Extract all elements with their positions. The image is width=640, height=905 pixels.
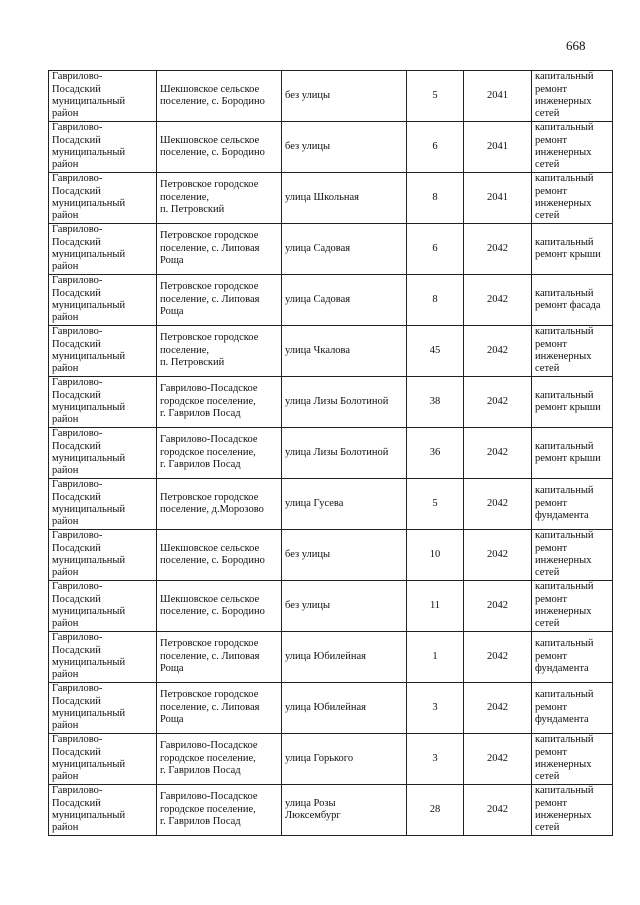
house-number-cell-text: 6 <box>432 140 438 152</box>
settlement-cell-text: Петровское городское поселение, с. Липовая Роща <box>160 281 260 318</box>
street-cell-text: улица Лизы Болотиной <box>285 446 389 458</box>
year-cell-text: 2041 <box>487 140 508 152</box>
work-type-cell <box>532 683 613 734</box>
street-cell <box>282 785 407 836</box>
settlement-cell-text: Петровское городское поселение, д.Морозово <box>160 491 264 515</box>
street-cell <box>282 428 407 479</box>
table-row <box>49 326 613 377</box>
street-cell <box>282 530 407 581</box>
district-cell <box>49 785 157 836</box>
settlement-cell-text: Гаврилово-Посадское городское поселение, г. Гаврилов Посад <box>160 740 258 777</box>
work-type-cell-text: капитальный ремонт инженерных сетей <box>535 122 594 171</box>
table-body <box>49 71 613 836</box>
settlement-cell <box>157 785 282 836</box>
district-cell-text: Гаврилово- Посадский муниципальный район <box>52 632 126 681</box>
district-cell <box>49 122 157 173</box>
year-cell <box>464 581 532 632</box>
year-cell <box>464 428 532 479</box>
street-cell <box>282 581 407 632</box>
settlement-cell <box>157 530 282 581</box>
street-cell-text: улица Юбилейная <box>285 650 366 662</box>
capital-repair-table <box>48 70 613 836</box>
settlement-cell <box>157 428 282 479</box>
district-cell-text: Гаврилово- Посадский муниципальный район <box>52 275 126 324</box>
street-cell <box>282 71 407 122</box>
district-cell-text: Гаврилово- Посадский муниципальный район <box>52 479 126 528</box>
house-number-cell <box>407 71 464 122</box>
table-row <box>49 530 613 581</box>
work-type-cell <box>532 275 613 326</box>
work-type-cell-text: капитальный ремонт крыши <box>535 389 601 413</box>
settlement-cell <box>157 224 282 275</box>
district-cell <box>49 224 157 275</box>
year-cell-text: 2042 <box>487 548 508 560</box>
house-number-cell-text: 3 <box>432 752 438 764</box>
year-cell-text: 2042 <box>487 293 508 305</box>
street-cell-text: улица Школьная <box>285 191 359 203</box>
district-cell <box>49 428 157 479</box>
district-cell <box>49 530 157 581</box>
district-cell <box>49 581 157 632</box>
district-cell <box>49 377 157 428</box>
district-cell <box>49 479 157 530</box>
settlement-cell-text: Шекшовское сельское поселение, с. Бородино <box>160 542 265 566</box>
year-cell <box>464 377 532 428</box>
year-cell-text: 2042 <box>487 701 508 713</box>
work-type-cell-text: капитальный ремонт фасада <box>535 287 601 311</box>
district-cell <box>49 71 157 122</box>
house-number-cell-text: 8 <box>432 293 438 305</box>
work-type-cell-text: капитальный ремонт инженерных сетей <box>535 734 594 783</box>
table-row <box>49 479 613 530</box>
work-type-cell-text: капитальный ремонт инженерных сетей <box>535 71 594 120</box>
table-row <box>49 428 613 479</box>
street-cell <box>282 275 407 326</box>
house-number-cell-text: 11 <box>429 599 441 611</box>
street-cell-text: улица Розы Люксембург <box>285 797 341 821</box>
year-cell <box>464 71 532 122</box>
work-type-cell-text: капитальный ремонт фундамента <box>535 638 594 675</box>
work-type-cell <box>532 581 613 632</box>
work-type-cell <box>532 377 613 428</box>
work-type-cell <box>532 632 613 683</box>
table-row <box>49 785 613 836</box>
house-number-cell <box>407 734 464 785</box>
house-number-cell-text: 5 <box>432 497 438 509</box>
year-cell-text: 2042 <box>487 803 508 815</box>
settlement-cell-text: Шекшовское сельское поселение, с. Бородино <box>160 134 265 158</box>
settlement-cell <box>157 173 282 224</box>
house-number-cell <box>407 224 464 275</box>
work-type-cell-text: капитальный ремонт фундамента <box>535 689 594 726</box>
year-cell-text: 2042 <box>487 650 508 662</box>
table-row <box>49 581 613 632</box>
street-cell <box>282 122 407 173</box>
year-cell-text: 2041 <box>487 191 508 203</box>
year-cell <box>464 224 532 275</box>
district-cell-text: Гаврилово- Посадский муниципальный район <box>52 377 126 426</box>
settlement-cell <box>157 632 282 683</box>
year-cell-text: 2042 <box>487 242 508 254</box>
work-type-cell <box>532 785 613 836</box>
house-number-cell <box>407 377 464 428</box>
year-cell-text: 2042 <box>487 497 508 509</box>
house-number-cell-text: 5 <box>432 89 438 101</box>
settlement-cell-text: Шекшовское сельское поселение, с. Бородино <box>160 593 265 617</box>
house-number-cell-text: 10 <box>429 548 441 560</box>
work-type-cell-text: капитальный ремонт крыши <box>535 236 601 260</box>
work-type-cell-text: капитальный ремонт инженерных сетей <box>535 173 594 222</box>
street-cell <box>282 224 407 275</box>
house-number-cell <box>407 275 464 326</box>
house-number-cell-text: 38 <box>429 395 441 407</box>
district-cell-text: Гаврилово- Посадский муниципальный район <box>52 71 126 120</box>
street-cell <box>282 479 407 530</box>
settlement-cell-text: Гаврилово-Посадское городское поселение, г. Гаврилов Посад <box>160 383 258 420</box>
work-type-cell <box>532 224 613 275</box>
district-cell-text: Гаврилово- Посадский муниципальный район <box>52 581 126 630</box>
year-cell <box>464 275 532 326</box>
settlement-cell <box>157 326 282 377</box>
work-type-cell <box>532 122 613 173</box>
year-cell-text: 2042 <box>487 752 508 764</box>
year-cell-text: 2042 <box>487 446 508 458</box>
street-cell-text: без улицы <box>285 89 331 101</box>
street-cell-text: улица Садовая <box>285 242 351 254</box>
settlement-cell-text: Гаврилово-Посадское городское поселение, г. Гаврилов Посад <box>160 791 258 828</box>
settlement-cell-text: Петровское городское поселение, п. Петровский <box>160 332 259 369</box>
work-type-cell-text: капитальный ремонт инженерных сетей <box>535 581 594 630</box>
house-number-cell <box>407 530 464 581</box>
street-cell-text: улица Садовая <box>285 293 351 305</box>
settlement-cell-text: Петровское городское поселение, с. Липовая Роща <box>160 689 260 726</box>
district-cell <box>49 275 157 326</box>
street-cell-text: без улицы <box>285 548 331 560</box>
street-cell-text: улица Юбилейная <box>285 701 366 713</box>
year-cell <box>464 326 532 377</box>
table-row <box>49 173 613 224</box>
table-row <box>49 122 613 173</box>
district-cell-text: Гаврилово- Посадский муниципальный район <box>52 173 126 222</box>
year-cell-text: 2042 <box>487 344 508 356</box>
house-number-cell-text: 8 <box>432 191 438 203</box>
house-number-cell-text: 36 <box>429 446 441 458</box>
house-number-cell-text: 3 <box>432 701 438 713</box>
settlement-cell-text: Шекшовское сельское поселение, с. Бородино <box>160 83 265 107</box>
work-type-cell <box>532 530 613 581</box>
work-type-cell-text: капитальный ремонт крыши <box>535 440 601 464</box>
house-number-cell <box>407 479 464 530</box>
district-cell-text: Гаврилово- Посадский муниципальный район <box>52 326 126 375</box>
house-number-cell-text: 1 <box>432 650 438 662</box>
house-number-cell <box>407 173 464 224</box>
work-type-cell-text: капитальный ремонт инженерных сетей <box>535 530 594 579</box>
street-cell <box>282 326 407 377</box>
table-row <box>49 632 613 683</box>
settlement-cell <box>157 734 282 785</box>
work-type-cell-text: капитальный ремонт фундамента <box>535 485 594 522</box>
district-cell <box>49 173 157 224</box>
year-cell-text: 2041 <box>487 89 508 101</box>
work-type-cell <box>532 479 613 530</box>
year-cell <box>464 530 532 581</box>
work-type-cell <box>532 734 613 785</box>
table-row <box>49 734 613 785</box>
work-type-cell <box>532 428 613 479</box>
settlement-cell-text: Петровское городское поселение, с. Липовая Роща <box>160 638 260 675</box>
street-cell-text: без улицы <box>285 140 331 152</box>
year-cell <box>464 479 532 530</box>
settlement-cell <box>157 377 282 428</box>
year-cell <box>464 122 532 173</box>
year-cell <box>464 173 532 224</box>
house-number-cell <box>407 632 464 683</box>
year-cell <box>464 683 532 734</box>
district-cell-text: Гаврилово- Посадский муниципальный район <box>52 530 126 579</box>
house-number-cell-text: 28 <box>429 803 441 815</box>
street-cell <box>282 632 407 683</box>
year-cell <box>464 785 532 836</box>
district-cell-text: Гаврилово- Посадский муниципальный район <box>52 683 126 732</box>
work-type-cell <box>532 173 613 224</box>
house-number-cell <box>407 122 464 173</box>
street-cell-text: улица Лизы Болотиной <box>285 395 389 407</box>
street-cell <box>282 734 407 785</box>
table-row <box>49 377 613 428</box>
settlement-cell <box>157 683 282 734</box>
year-cell-text: 2042 <box>487 599 508 611</box>
table-row <box>49 275 613 326</box>
work-type-cell-text: капитальный ремонт инженерных сетей <box>535 326 594 375</box>
district-cell-text: Гаврилово- Посадский муниципальный район <box>52 785 126 834</box>
street-cell-text: улица Чкалова <box>285 344 351 356</box>
year-cell-text: 2042 <box>487 395 508 407</box>
settlement-cell-text: Петровское городское поселение, с. Липовая Роща <box>160 230 260 267</box>
settlement-cell-text: Петровское городское поселение, п. Петровский <box>160 179 259 216</box>
house-number-cell <box>407 683 464 734</box>
house-number-cell-text: 45 <box>429 344 441 356</box>
work-type-cell <box>532 71 613 122</box>
street-cell-text: улица Горького <box>285 752 354 764</box>
house-number-cell <box>407 785 464 836</box>
page-number: 668 <box>566 38 586 53</box>
settlement-cell <box>157 71 282 122</box>
district-cell <box>49 683 157 734</box>
street-cell <box>282 377 407 428</box>
work-type-cell-text: капитальный ремонт инженерных сетей <box>535 785 594 834</box>
table-row <box>49 71 613 122</box>
district-cell <box>49 632 157 683</box>
table-row <box>49 683 613 734</box>
district-cell-text: Гаврилово- Посадский муниципальный район <box>52 122 126 171</box>
settlement-cell <box>157 581 282 632</box>
table-row <box>49 224 613 275</box>
settlement-cell-text: Гаврилово-Посадское городское поселение, г. Гаврилов Посад <box>160 434 258 471</box>
year-cell <box>464 632 532 683</box>
district-cell-text: Гаврилово- Посадский муниципальный район <box>52 224 126 273</box>
district-cell <box>49 326 157 377</box>
year-cell <box>464 734 532 785</box>
street-cell-text: улица Гусева <box>285 497 344 509</box>
district-cell-text: Гаврилово- Посадский муниципальный район <box>52 734 126 783</box>
settlement-cell <box>157 479 282 530</box>
district-cell-text: Гаврилово- Посадский муниципальный район <box>52 428 126 477</box>
house-number-cell-text: 6 <box>432 242 438 254</box>
work-type-cell <box>532 326 613 377</box>
street-cell <box>282 173 407 224</box>
house-number-cell <box>407 581 464 632</box>
street-cell <box>282 683 407 734</box>
street-cell-text: без улицы <box>285 599 331 611</box>
house-number-cell <box>407 428 464 479</box>
settlement-cell <box>157 275 282 326</box>
district-cell <box>49 734 157 785</box>
settlement-cell <box>157 122 282 173</box>
house-number-cell <box>407 326 464 377</box>
